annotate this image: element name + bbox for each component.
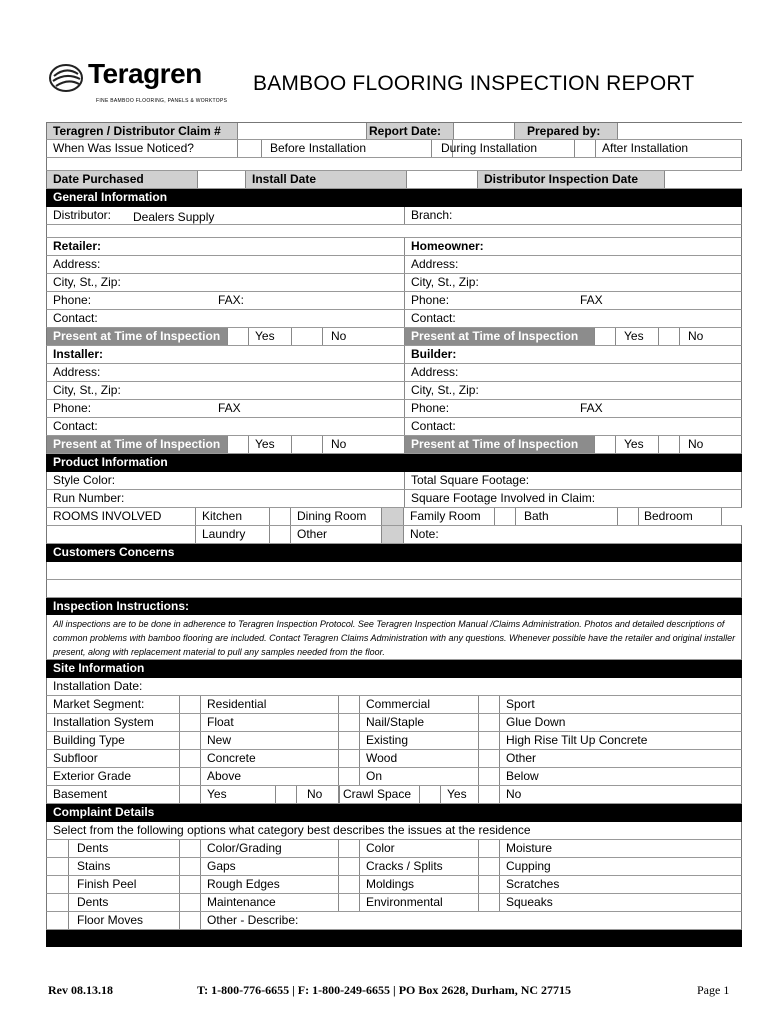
- installer-fax[interactable]: FAX: [218, 401, 241, 415]
- other-describe-field[interactable]: [338, 912, 743, 929]
- date-purchased-label: Date Purchased: [47, 171, 197, 188]
- site-option: Float: [207, 715, 234, 729]
- retailer-fax[interactable]: FAX:: [218, 293, 245, 307]
- inspection-instructions-heading: Inspection Instructions:: [46, 598, 742, 615]
- spacer-row: [46, 225, 742, 238]
- complaint-option: Moldings: [366, 877, 415, 891]
- prepared-by-field[interactable]: [617, 123, 742, 139]
- dist-inspection-field[interactable]: [664, 171, 742, 188]
- retailer-no-checkbox[interactable]: [291, 328, 323, 345]
- site-checkbox[interactable]: [338, 732, 360, 749]
- complaint-checkbox[interactable]: [47, 912, 69, 929]
- swirl-logo-icon: [48, 62, 88, 96]
- brand-name: Teragren: [88, 58, 202, 89]
- bedroom-label: Bedroom: [644, 509, 693, 523]
- complaint-option: Cupping: [506, 859, 551, 873]
- site-option: Wood: [366, 751, 398, 765]
- claim-label: Teragren / Distributor Claim #: [47, 123, 237, 139]
- homeowner-city[interactable]: City, St., Zip:: [404, 274, 743, 291]
- complaint-option: Squeaks: [506, 895, 553, 909]
- rooms-involved-label: ROOMS INVOLVED: [53, 509, 162, 523]
- style-color-label[interactable]: Style Color:: [53, 473, 116, 487]
- site-row-basement: [46, 786, 742, 804]
- homeowner-no-checkbox[interactable]: [658, 328, 680, 345]
- complaint-option: Dents: [77, 895, 109, 909]
- before-label: Before Installation: [270, 141, 367, 155]
- complaint-option: Stains: [77, 859, 111, 873]
- complaint-checkbox[interactable]: [179, 876, 201, 893]
- address-row: [46, 364, 742, 382]
- phone-row: [46, 292, 742, 310]
- site-checkbox[interactable]: [338, 768, 360, 785]
- laundry-checkbox[interactable]: [269, 526, 291, 543]
- contact-row: [46, 310, 742, 328]
- spacer-row: [46, 158, 742, 171]
- homeowner-address[interactable]: Address:: [404, 256, 743, 273]
- complaint-checkbox[interactable]: [478, 894, 500, 911]
- site-label: Market Segment:: [53, 697, 145, 711]
- complaint-checkbox[interactable]: [478, 858, 500, 875]
- homeowner-fax[interactable]: FAX: [580, 293, 603, 307]
- homeowner-contact[interactable]: Contact:: [404, 310, 743, 327]
- run-number-label[interactable]: Run Number:: [53, 491, 125, 505]
- site-checkbox[interactable]: [179, 732, 201, 749]
- laundry-label: Laundry: [195, 526, 269, 543]
- install-date-field[interactable]: [406, 171, 478, 188]
- site-checkbox[interactable]: [478, 714, 500, 731]
- site-checkbox[interactable]: [179, 786, 201, 803]
- retailer-row: [46, 238, 742, 256]
- site-checkbox[interactable]: [478, 696, 500, 713]
- homeowner-yes-label: Yes: [624, 329, 644, 343]
- concerns-line-2[interactable]: [46, 580, 742, 598]
- site-label: Building Type: [53, 733, 125, 747]
- complaint-checkbox[interactable]: [478, 840, 500, 857]
- date-purchased-field[interactable]: [197, 171, 246, 188]
- complaint-option: Cracks / Splits: [366, 859, 443, 873]
- complaint-prompt-row: [46, 822, 742, 840]
- complaint-checkbox[interactable]: [179, 858, 201, 875]
- during-label: During Installation: [441, 141, 538, 155]
- site-row-building: [46, 732, 742, 750]
- builder-city[interactable]: City, St., Zip:: [404, 382, 743, 399]
- bath-label: Bath: [524, 509, 549, 523]
- instructions-text: All inspections are to be done in adherence to Teragren Inspection Protocol. See Teragren Inspection Manual /Claims Administration. Photos and detailed descriptions of common problems with bamboo flooring are included. Contact Teragren Claims Administration with any questions. Whenever possible have the retailer and original installer present, along with replacement material to pull any samples needed from the floor.: [53, 619, 736, 657]
- site-checkbox[interactable]: [478, 732, 500, 749]
- builder-yes-label: Yes: [624, 437, 644, 451]
- installer-present-label: Present at Time of Inspection: [47, 436, 227, 453]
- site-option: Concrete: [207, 751, 256, 765]
- rooms-row: [46, 508, 742, 526]
- dates-row: [46, 171, 742, 189]
- sqft-claim-label[interactable]: Square Footage Involved in Claim:: [404, 490, 743, 507]
- complaint-option: Finish Peel: [77, 877, 137, 891]
- present-row: [46, 328, 742, 346]
- builder-no-label: No: [688, 437, 704, 451]
- site-option: High Rise Tilt Up Concrete: [506, 733, 648, 747]
- builder-label: Builder:: [404, 346, 743, 363]
- floor-moves-label: Floor Moves: [77, 913, 144, 927]
- installer-contact[interactable]: Contact:: [53, 419, 98, 433]
- family-label: Family Room: [410, 509, 481, 523]
- other-label: Other: [297, 527, 328, 541]
- complaint-checkbox[interactable]: [179, 894, 201, 911]
- site-checkbox[interactable]: [179, 768, 201, 785]
- site-checkbox[interactable]: [275, 786, 297, 803]
- complaint-option: Color: [366, 841, 395, 855]
- site-row-subfloor: [46, 750, 742, 768]
- site-checkbox[interactable]: [338, 696, 360, 713]
- bath-checkbox[interactable]: [617, 508, 639, 525]
- after-checkbox[interactable]: [574, 140, 596, 157]
- customers-concerns-heading: Customers Concerns: [46, 544, 742, 562]
- complaint-option: Moisture: [506, 841, 553, 855]
- site-option: On: [366, 769, 383, 783]
- complaint-row: [46, 840, 742, 858]
- present-row: [46, 436, 742, 454]
- builder-yes-checkbox[interactable]: [594, 436, 616, 453]
- complaint-row: [46, 876, 742, 894]
- report-date-label: Report Date:: [367, 123, 453, 139]
- installation-date-label[interactable]: Installation Date:: [53, 679, 143, 693]
- retailer-present-label: Present at Time of Inspection: [47, 328, 227, 345]
- distributor-row: [46, 207, 742, 225]
- basement-yes-label: Yes: [207, 787, 227, 801]
- revision: Rev 08.13.18: [48, 983, 113, 997]
- retailer-city[interactable]: City, St., Zip:: [53, 275, 121, 289]
- complaint-option: Gaps: [207, 859, 236, 873]
- installer-phone[interactable]: Phone:: [53, 401, 92, 415]
- crawl-no-label: No: [506, 787, 522, 801]
- complaint-row-last: [46, 912, 742, 930]
- other-checkbox[interactable]: [381, 526, 404, 543]
- style-row: [46, 472, 742, 490]
- phone-row: [46, 400, 742, 418]
- retailer-yes-label: Yes: [255, 329, 275, 343]
- basement-label: Basement: [53, 787, 108, 801]
- builder-fax[interactable]: FAX: [580, 401, 603, 415]
- complaint-details-heading: Complaint Details: [46, 804, 742, 822]
- homeowner-present-label: Present at Time of Inspection: [404, 328, 594, 345]
- note-label[interactable]: Note:: [410, 527, 439, 541]
- homeowner-label: Homeowner:: [404, 238, 743, 255]
- site-label: Subfloor: [53, 751, 98, 765]
- site-checkbox[interactable]: [419, 786, 441, 803]
- complaint-checkbox[interactable]: [338, 894, 360, 911]
- complaint-checkbox[interactable]: [47, 894, 69, 911]
- site-option: Glue Down: [506, 715, 566, 729]
- complaint-option: Rough Edges: [207, 877, 280, 891]
- complaint-option: Scratches: [506, 877, 560, 891]
- product-info-heading: Product Information: [46, 454, 742, 472]
- total-sqft-label[interactable]: Total Square Footage:: [404, 472, 743, 489]
- installer-no-label: No: [331, 437, 347, 451]
- instructions-row: [46, 615, 742, 660]
- page-number: Page 1: [697, 983, 730, 997]
- distributor-label: Distributor:: [53, 208, 112, 222]
- complaint-checkbox[interactable]: [338, 840, 360, 857]
- complaint-checkbox[interactable]: [338, 876, 360, 893]
- kitchen-checkbox[interactable]: [269, 508, 291, 525]
- run-row: [46, 490, 742, 508]
- installer-no-checkbox[interactable]: [291, 436, 323, 453]
- family-checkbox[interactable]: [494, 508, 516, 525]
- city-row: [46, 274, 742, 292]
- claim-row: [46, 122, 742, 140]
- installer-row: [46, 346, 742, 364]
- complaint-checkbox[interactable]: [47, 840, 69, 857]
- noticed-label: When Was Issue Noticed?: [53, 141, 194, 155]
- brand-tagline: FINE BAMBOO FLOORING, PANELS & WORKTOPS: [96, 98, 228, 104]
- installer-yes-label: Yes: [255, 437, 275, 451]
- page-title: BAMBOO FLOORING INSPECTION REPORT: [253, 72, 695, 95]
- complaint-option: Color/Grading: [207, 841, 282, 855]
- install-date-row: [46, 678, 742, 696]
- complaint-checkbox[interactable]: [179, 840, 201, 857]
- site-option: Above: [207, 769, 242, 783]
- builder-present-label: Present at Time of Inspection: [404, 436, 594, 453]
- rooms-spacer: [47, 526, 195, 543]
- site-checkbox[interactable]: [478, 750, 500, 767]
- site-option: Existing: [366, 733, 409, 747]
- site-option: Below: [506, 769, 539, 783]
- general-info-heading: General Information: [46, 189, 742, 207]
- branch-label[interactable]: Branch:: [404, 207, 743, 224]
- site-checkbox[interactable]: [179, 750, 201, 767]
- noticed-row: [46, 140, 742, 158]
- dist-inspection-label: Distributor Inspection Date: [478, 171, 664, 188]
- site-checkbox[interactable]: [179, 696, 201, 713]
- site-row-grade: [46, 768, 742, 786]
- dining-label: Dining Room: [297, 509, 367, 523]
- kitchen-label: Kitchen: [195, 508, 269, 525]
- site-checkbox[interactable]: [478, 768, 500, 785]
- contact-row: [46, 418, 742, 436]
- site-option: Residential: [207, 697, 267, 711]
- builder-no-checkbox[interactable]: [658, 436, 680, 453]
- site-option: Other: [506, 751, 537, 765]
- complaint-checkbox[interactable]: [47, 858, 69, 875]
- retailer-contact[interactable]: Contact:: [53, 311, 98, 325]
- complaint-row: [46, 858, 742, 876]
- address-row: [46, 256, 742, 274]
- site-option: Nail/Staple: [366, 715, 425, 729]
- complaint-option: Environmental: [366, 895, 443, 909]
- other-describe-label: Other - Describe:: [207, 913, 299, 927]
- installer-address[interactable]: Address:: [53, 365, 101, 379]
- site-option: Sport: [506, 697, 535, 711]
- site-row-market: [46, 696, 742, 714]
- homeowner-no-label: No: [688, 329, 704, 343]
- distributor-value[interactable]: Dealers Supply: [133, 210, 215, 224]
- retailer-yes-checkbox[interactable]: [227, 328, 249, 345]
- rooms-row-2: [46, 526, 742, 544]
- installer-yes-checkbox[interactable]: [227, 436, 249, 453]
- install-date-label: Install Date: [246, 171, 406, 188]
- concerns-line-1[interactable]: [46, 562, 742, 580]
- complaint-row: [46, 894, 742, 912]
- complaint-checkbox[interactable]: [338, 858, 360, 875]
- retailer-phone[interactable]: Phone:: [53, 293, 92, 307]
- homeowner-yes-checkbox[interactable]: [594, 328, 616, 345]
- installer-label: Installer:: [53, 347, 104, 361]
- site-checkbox[interactable]: [338, 714, 360, 731]
- retailer-label: Retailer:: [53, 239, 102, 253]
- installer-city[interactable]: City, St., Zip:: [53, 383, 121, 397]
- site-option: New: [207, 733, 232, 747]
- retailer-address[interactable]: Address:: [53, 257, 101, 271]
- crawl-space-label: Crawl Space: [343, 787, 412, 801]
- city-row: [46, 382, 742, 400]
- dining-checkbox[interactable]: [381, 508, 404, 525]
- builder-address[interactable]: Address:: [404, 364, 743, 381]
- complaint-checkbox[interactable]: [47, 876, 69, 893]
- claim-field[interactable]: [237, 123, 367, 139]
- retailer-no-label: No: [331, 329, 347, 343]
- site-checkbox[interactable]: [338, 750, 360, 767]
- builder-phone[interactable]: Phone:: [404, 400, 574, 417]
- complaint-option: Dents: [77, 841, 109, 855]
- site-label: Installation System: [53, 715, 154, 729]
- report-date-field[interactable]: [453, 123, 515, 139]
- complaint-checkbox[interactable]: [478, 876, 500, 893]
- complaint-option: Maintenance: [207, 895, 276, 909]
- teragren-logo: [48, 60, 238, 110]
- bedroom-checkbox[interactable]: [721, 508, 743, 525]
- bottom-bar: [46, 930, 742, 947]
- site-option: Commercial: [366, 697, 431, 711]
- complaint-prompt: Select from the following options what category best describes the issues at the residence: [53, 823, 531, 837]
- after-label: After Installation: [602, 141, 689, 155]
- prepared-by-label: Prepared by:: [515, 123, 617, 139]
- basement-no-label: No: [307, 787, 323, 801]
- site-info-heading: Site Information: [46, 660, 742, 678]
- builder-contact[interactable]: Contact:: [404, 418, 743, 435]
- site-checkbox[interactable]: [478, 786, 500, 803]
- footer-contact: T: 1-800-776-6655 | F: 1-800-249-6655 | PO Box 2628, Durham, NC 27715: [197, 983, 572, 997]
- site-row-system: [46, 714, 742, 732]
- site-checkbox[interactable]: [179, 714, 201, 731]
- homeowner-phone[interactable]: Phone:: [404, 292, 574, 309]
- site-label: Exterior Grade: [53, 769, 132, 783]
- crawl-yes-label: Yes: [447, 787, 467, 801]
- before-checkbox[interactable]: [237, 140, 262, 157]
- complaint-checkbox[interactable]: [179, 912, 201, 929]
